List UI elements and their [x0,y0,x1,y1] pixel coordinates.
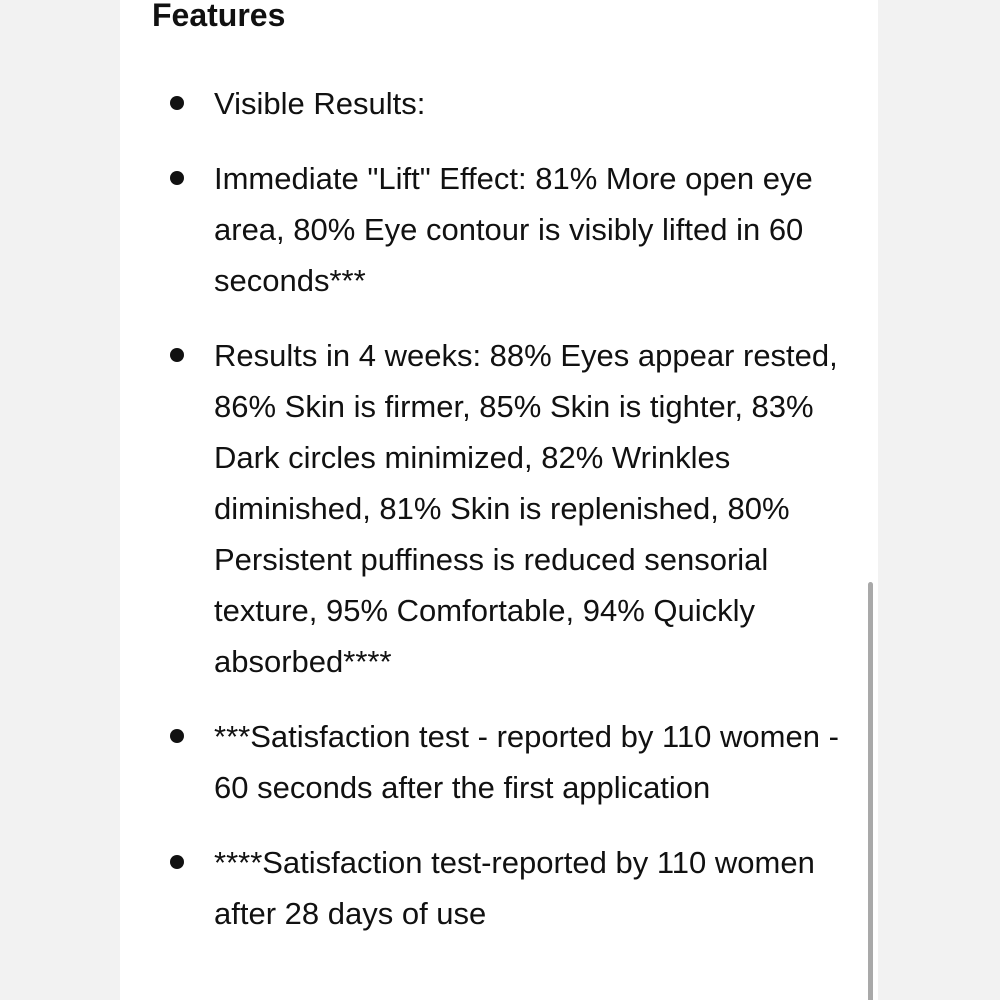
list-item-text: ****Satisfaction test-reported by 110 women after 28 days of use [214,845,815,931]
list-item [120,330,860,687]
scrollbar-thumb[interactable] [868,582,873,1000]
list-item-text: Visible Results: [214,86,426,121]
list-item-text: Immediate "Lift" Effect: 81% More open eye area, 80% Eye contour is visibly lifted in 60 seconds*** [214,161,813,298]
bullet-dot-icon [170,855,184,869]
bullet-dot-icon [170,348,184,362]
list-item-text: ***Satisfaction test - reported by 110 women - 60 seconds after the first application [214,719,839,805]
section-title: Features [152,0,286,33]
features-list [120,78,860,963]
bullet-dot-icon [170,171,184,185]
list-item [120,153,860,306]
list-item [120,711,860,813]
features-panel [120,0,878,1000]
bullet-dot-icon [170,96,184,110]
bullet-dot-icon [170,729,184,743]
list-item [120,837,860,939]
list-item [120,78,860,129]
list-item-text: Results in 4 weeks: 88% Eyes appear rested, 86% Skin is firmer, 85% Skin is tighter, 83% Dark circles minimized, 82% Wrinkles diminished, 81% Skin is replenished, 80% Persistent puffiness is reduced sensorial texture, 95% Comfortable, 94% Quickly absorbed**** [214,338,838,679]
